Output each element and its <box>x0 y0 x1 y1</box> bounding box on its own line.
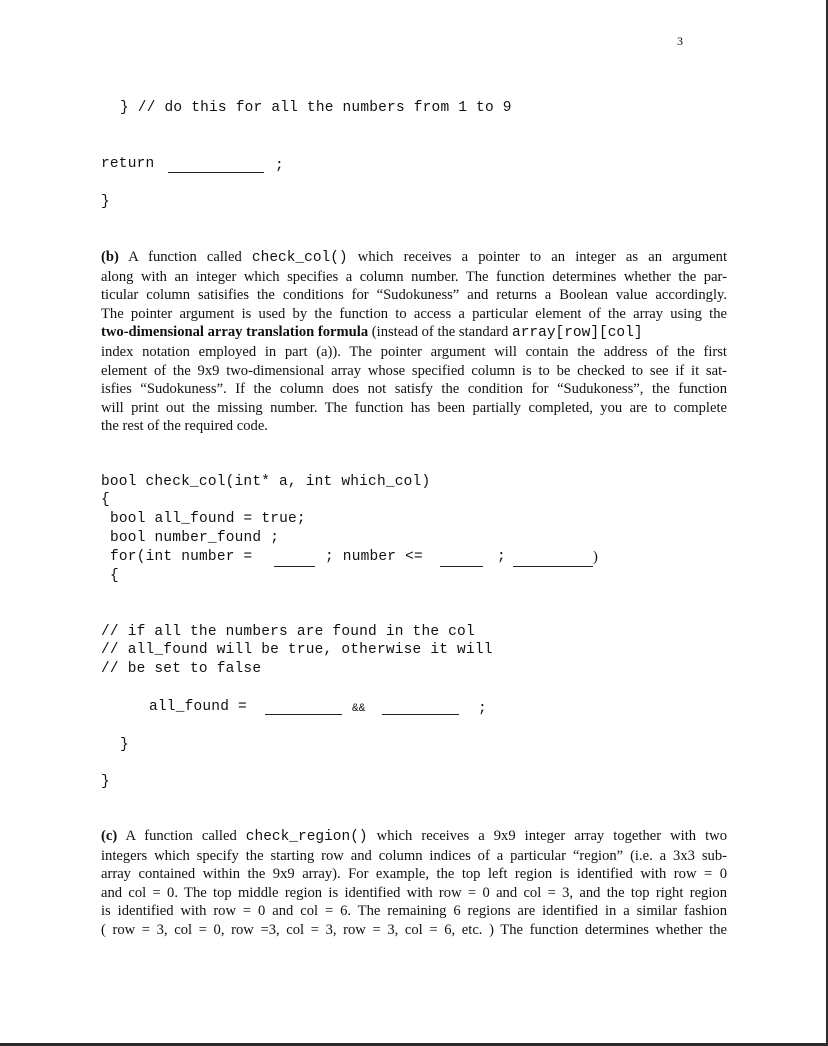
return-keyword: return <box>101 156 155 172</box>
inner-close-brace: } <box>120 737 129 753</box>
code-comment: // if all the numbers are found in the col <box>101 624 475 640</box>
for-init-blank[interactable] <box>274 566 315 567</box>
assignment-semicolon: ; <box>478 701 487 717</box>
paragraph-line: the rest of the required code. <box>101 418 268 435</box>
paragraph-line: ( row = 3, col = 0, row =3, col = 3, row = 3, col = 6, etc. ) The function determines whether the <box>101 921 727 938</box>
paragraph-line: The pointer argument is used by the function to access a particular element of the array using the <box>101 305 727 322</box>
assignment-right-blank[interactable] <box>382 714 459 715</box>
check-col-signature: bool check_col(int* a, int which_col) <box>101 474 431 490</box>
loop-close-comment: } // do this for all the numbers from 1 to 9 <box>120 100 512 116</box>
paragraph-line: is identified with row = 0 and col = 6. The remaining 6 regions are identified in a similar fashion <box>101 903 727 920</box>
for-loop-start: for(int number = <box>110 549 253 565</box>
for-loop-condition: ; number <= <box>325 549 423 565</box>
part-b-paragraph <box>101 248 727 436</box>
and-operator: && <box>352 703 366 715</box>
paragraph-line: two-dimensional array translation formula (instead of the standard array[row][col] <box>101 324 643 342</box>
for-loop-open-brace: { <box>110 568 119 584</box>
for-loop-semicolon: ; <box>497 549 506 565</box>
paragraph-line: array contained within the 9x9 array). For example, the top left region is identified with row = 0 <box>101 866 727 883</box>
function-close-brace: } <box>101 194 110 210</box>
paragraph-line: element of the 9x9 two-dimensional array whose specified column is to be checked to see if it sat- <box>101 362 727 379</box>
paragraph-line: will print out the missing number. The function has been partially completed, you are to complete <box>101 399 727 416</box>
assignment-left-blank[interactable] <box>265 714 342 715</box>
open-brace: { <box>101 492 110 508</box>
paragraph-line: (b) A function called check_col() which receives a pointer to an integer as an argument <box>101 249 728 266</box>
return-blank[interactable] <box>168 172 264 173</box>
all-found-assignment: all_found = <box>149 699 247 715</box>
paragraph-line: (c) A function called check_region() which receives a 9x9 integer array together with two <box>101 828 728 845</box>
return-semicolon: ; <box>275 158 284 174</box>
code-comment: // be set to false <box>101 661 262 677</box>
paragraph-line: index notation employed in part (a)). The pointer argument will contain the address of the first <box>101 343 727 360</box>
paragraph-line: and col = 0. The top middle region is identified with row = 0 and col = 3, and the top right region <box>101 884 727 901</box>
paragraph-line: along with an integer which specifies a column number. The function determines whether the par- <box>101 268 727 285</box>
paragraph-line: isfies “Sudokuness”. If the column does not satisfy the condition for “Sudukoness”, the function <box>101 381 727 398</box>
paragraph-line: integers which specify the starting row and column indices of a particular “region” (i.e. a 3x3 sub- <box>101 847 727 864</box>
part-c-paragraph <box>101 827 727 940</box>
for-condition-blank[interactable] <box>440 566 483 567</box>
for-loop-close-paren: ) <box>593 549 599 565</box>
page-number: 3 <box>677 34 683 48</box>
all-found-declaration: bool all_found = true; <box>110 511 306 527</box>
code-comment: // all_found will be true, otherwise it will <box>101 642 493 658</box>
paragraph-line: ticular column satisifies the conditions for “Sudokuness” and returns a Boolean value accordingly. <box>101 287 727 304</box>
number-found-declaration: bool number_found ; <box>110 530 280 546</box>
for-increment-blank[interactable] <box>513 566 593 567</box>
outer-close-brace: } <box>101 774 110 790</box>
